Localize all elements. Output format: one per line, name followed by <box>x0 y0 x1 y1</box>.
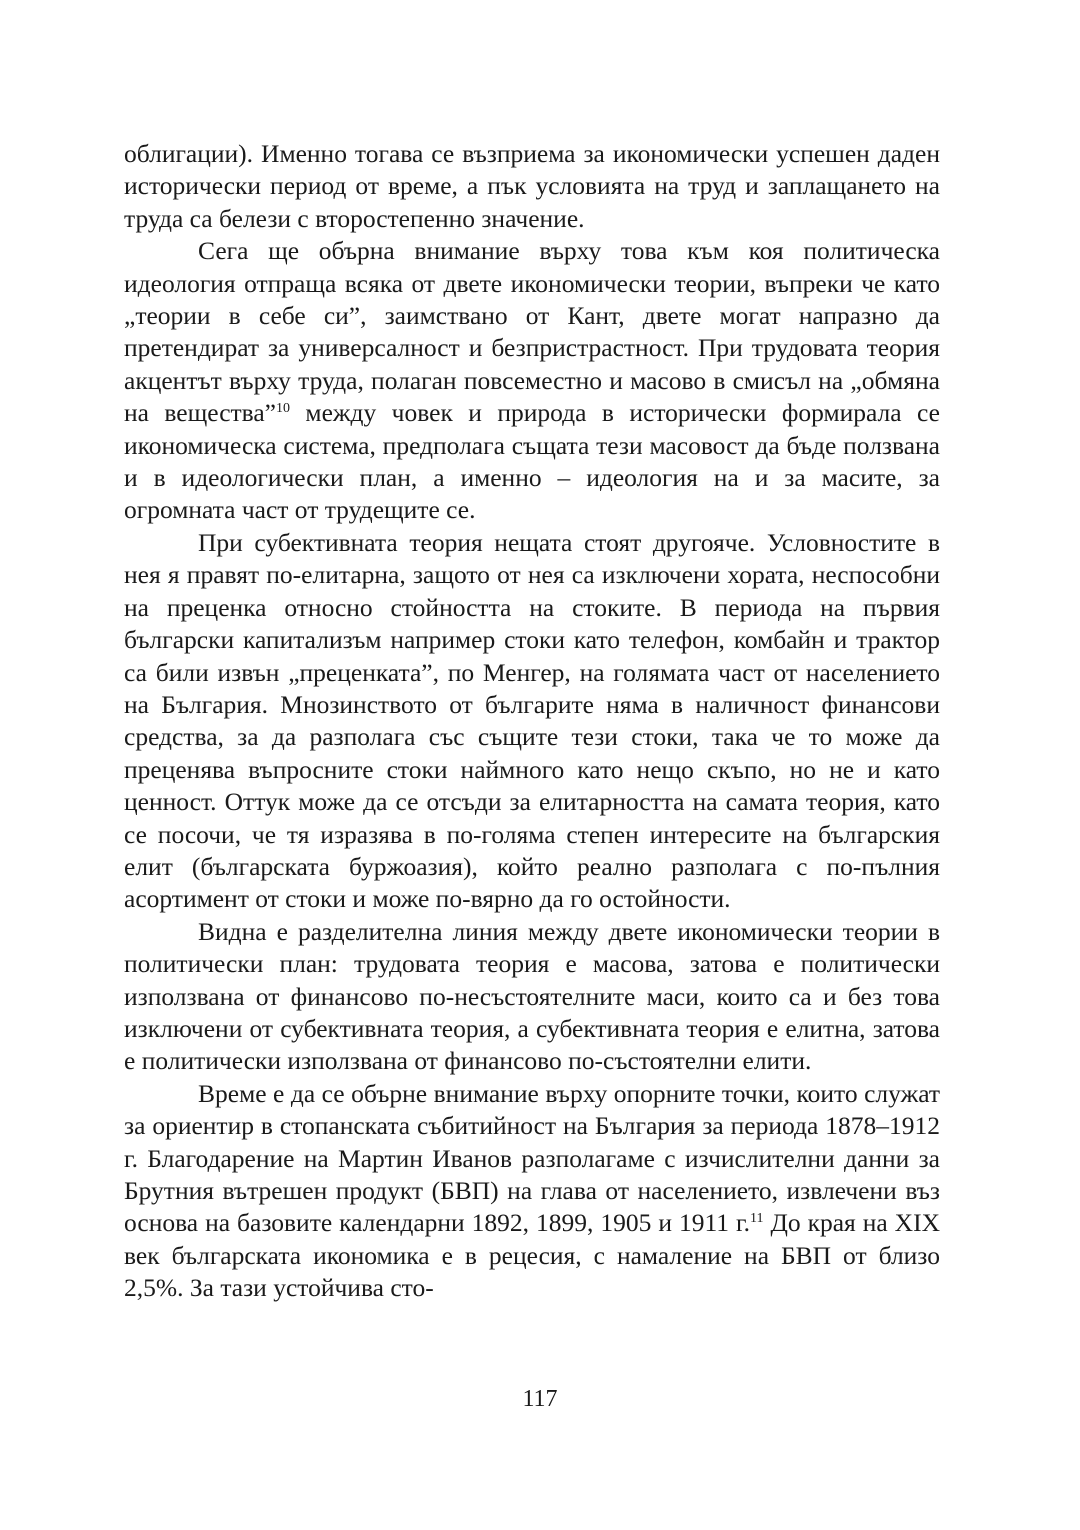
paragraph-4-text: Видна е разделителна линия между двете икономически теории в политически план: трудовата теория е масова, затова е политически използвана от финансово по-несъстоятелните маси, които са и без това изключени от субективната теория, а субективната теория е елитна, затова е политически използвана от финансово по-състоятелни елити. <box>124 916 940 1076</box>
paragraph-5 <box>124 1078 940 1305</box>
footnote-ref-11: 11 <box>749 1211 764 1227</box>
paragraph-1 <box>124 138 940 235</box>
footnote-ref-10: 10 <box>276 401 290 417</box>
paragraph-2-text-b: между човек и природа в исторически формирала се икономическа система, предполага същата тези масовост да бъде ползвана и в идеологически план, а именно – идеология на и за масите, за огромната част от трудещите се. <box>124 398 940 525</box>
page-number: 117 <box>522 1386 558 1412</box>
paragraph-1-text: облигации). Именно тогава се възприема за икономически успешен даден исторически период от време, а пък условията на труд и заплащането на труда са белези с второстепенно значение. <box>124 139 940 233</box>
paragraph-2-text-a: Сега ще обърна внимание върху това към коя политическа идеология отпраща всяка от двете икономически теории, въпреки че като „теории в себе си”, заимствано от Кант, двете могат напразно да претендират за универсалност и безпристрастност. При трудовата теория акцентът върху труда, полаган повсеместно и масово в смисъл на „обмяна на вещества” <box>124 236 940 428</box>
paragraph-5-text-b: До края на XIX век българската икономика е в рецесия, с намаление на БВП от близо 2,5%. За тази устойчива сто- <box>124 1208 940 1303</box>
paragraph-5-text-a: Време е да се обърне внимание върху опорните точки, които служат за ориентир в стопанската събитийност на България за периода 1878–1912 г. Благодарение на Мартин Иванов разполагаме с изчислителни данни за Брутния вътрешен продукт (БВП) на глава от населението, извлечени въз основа на базовите календарни 1892, 1899, 1905 и 1911 г. <box>124 1078 940 1238</box>
page-body <box>124 138 940 1305</box>
paragraph-4 <box>124 916 940 1078</box>
paragraph-3-text: При субективната теория нещата стоят другояче. Условностите в нея я правят по-елитарна, защото от нея са изключени хората, неспособни на преценка относно стойността на стоките. В периода на първия български капитализъм например стоки като телефон, комбайн и трактор са били извън „преценката”, по Менгер, на голямата част от населението на България. Мнозинството от българите няма в наличност финансови средства, за да разполага със същите тези стоки, така че то може да преценява въпросните стоки наймного като нещо скъпо, но не и като ценност. Оттук може да се отсъди за елитарността на самата теория, като се посочи, че тя изразява в по-голяма степен интересите на българския елит (българската буржоазия), който реално разполага с по-пълния асортимент от стоки и може по-вярно да го остойности. <box>124 527 940 914</box>
paragraph-3 <box>124 527 940 916</box>
paragraph-2 <box>124 235 940 527</box>
